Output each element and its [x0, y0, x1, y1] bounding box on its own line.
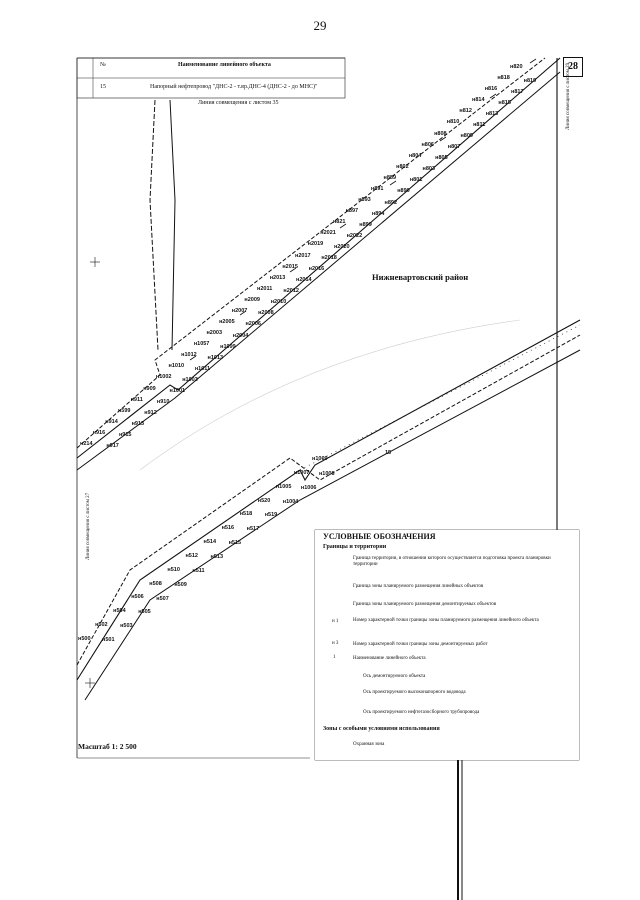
legend-item-territory: Граница территории, в отношении которого осуществляется подготовка проекта планировки территории	[353, 556, 551, 567]
point-label: н2007	[231, 307, 248, 314]
point-label: н517	[246, 526, 260, 533]
point-label: н515	[228, 540, 242, 547]
header-col-no: №	[100, 62, 106, 68]
point-label: н821	[332, 219, 346, 226]
point-label: н814	[472, 97, 485, 104]
point-label: н911	[130, 396, 143, 403]
point-label: н507	[156, 595, 169, 602]
legend-item-linear-zone: Граница зоны планируемого размещения линейных объектов	[353, 584, 484, 589]
point-label: н2016	[308, 266, 325, 273]
point-label: н914	[105, 418, 118, 425]
point-label: н512	[185, 552, 198, 559]
point-label: н1002	[155, 374, 172, 381]
point-label: н2020	[333, 243, 350, 250]
point-label: н803	[422, 166, 435, 173]
point-label: н2013	[269, 274, 286, 281]
point-label: н1008	[318, 470, 335, 477]
point-label: н2018	[321, 254, 337, 261]
point-label: н910	[156, 399, 170, 406]
point-label: н816	[484, 86, 498, 93]
legend-item-pipeline-axis: Ось проектируемого нефтегазосборного трубопровода	[363, 710, 480, 715]
protection-zone-dots	[300, 325, 580, 470]
legend-item-protection-zone: Охранная зона	[353, 742, 385, 747]
point-label: н805	[435, 155, 448, 162]
point-label: н2014	[296, 277, 312, 284]
point-label: н806	[421, 141, 434, 148]
point-label: н811	[473, 121, 486, 128]
point-label: н897	[345, 208, 359, 215]
point-label: н500	[78, 636, 91, 642]
point-label: н509	[174, 581, 187, 588]
point-label: н2015	[282, 263, 298, 270]
point-label: н909	[143, 385, 156, 392]
point-label: н899	[359, 221, 372, 228]
point-label: н2022	[346, 232, 363, 239]
point-label: н501	[102, 637, 115, 644]
left-side-caption: Линия совмещения с листом 27	[86, 492, 91, 560]
point-label: н807	[447, 144, 461, 151]
legend-item-point-number: Номер характерной точки границы зоны планируемого размещения линейного объекта	[353, 618, 539, 623]
point-label: н892	[384, 199, 398, 206]
point-label: н1007	[293, 469, 310, 476]
point-label: н2012	[283, 288, 299, 295]
point-label: н519	[264, 512, 278, 519]
point-label: н1005	[275, 483, 292, 490]
page-number: 29	[313, 18, 327, 33]
point-label: н1003	[182, 376, 198, 383]
point-label: н804	[408, 152, 422, 159]
point-label: н891	[370, 185, 384, 192]
right-side-caption: Линия совмещения с листом 29	[566, 62, 571, 130]
point-label: н503	[120, 623, 133, 630]
point-label: н2008	[258, 310, 274, 317]
point-label: н511	[192, 567, 205, 574]
spur-line-a	[150, 100, 158, 350]
header-row-name: Напорный нефтепровод "ДНС-2 - т.вр.ДНС-4 (ДНС-2 - до МНС)"	[150, 84, 318, 90]
point-label: н2005	[219, 319, 235, 326]
upper-corridor-line-a	[77, 58, 560, 458]
point-label: н2003	[206, 330, 223, 337]
scale-label: Масштаб 1: 2 500	[78, 742, 137, 751]
point-label: н2017	[295, 252, 311, 259]
point-label: н214	[80, 441, 93, 447]
point-label: н801	[409, 177, 423, 184]
point-label: н912	[144, 410, 157, 417]
point-label: н2021	[320, 230, 336, 237]
point-label: н1013	[207, 354, 224, 361]
point-label: н2009	[244, 296, 260, 303]
header-col-name: Наименование линейного объекта	[178, 62, 271, 68]
legend-item-dismantle-zone: Граница зоны планируемого размещения демонтируемых объектов	[353, 602, 497, 607]
point-label: н810	[446, 119, 460, 126]
point-label: н2011	[257, 285, 273, 292]
point-label: н915	[118, 432, 132, 439]
legend-title: УСЛОВНЫЕ ОБОЗНАЧЕНИЯ	[323, 532, 436, 541]
legend-item-water-axis: Ось проектируемого высоконапорного водовода	[363, 690, 466, 695]
point-label: н817	[511, 88, 524, 95]
point-label: н2019	[307, 241, 324, 248]
point-label: н502	[95, 622, 108, 629]
legend-circle-marker: 1	[333, 655, 336, 660]
legend-marker-2: н 3	[332, 641, 339, 646]
point-label: н513	[210, 554, 223, 560]
point-label: н514	[203, 539, 217, 546]
legend-item-dismantle-axis: Ось демонтируемого объекта	[363, 674, 426, 679]
point-label: н815	[498, 99, 511, 106]
point-label: н2010	[270, 299, 287, 306]
point-label: н820	[510, 64, 523, 70]
point-label: н508	[149, 580, 162, 587]
header-row-no: 15	[100, 84, 106, 90]
legend-section-zones: Зоны с особыми условиями использования	[323, 726, 440, 732]
point-label: н504	[113, 608, 126, 615]
point-label: н894	[371, 210, 385, 217]
legend-item-dismantle-point: Номер характерной точки границы зоны демонтируемых работ	[353, 642, 488, 647]
point-label: н818	[497, 75, 510, 82]
district-label: Нижневартовский район	[372, 272, 469, 282]
point-label: н1012	[181, 352, 197, 359]
legend-marker-1: н 1	[332, 619, 339, 624]
point-label: н890	[397, 188, 410, 195]
point-label: н1004	[282, 498, 299, 505]
legend	[315, 530, 579, 760]
point-label: н1006	[300, 484, 317, 491]
continuation-top: Линия совмещения с листом 35	[198, 100, 279, 106]
legend-item-object-name: Наименование линейного объекта	[353, 656, 426, 661]
point-label: н1001	[169, 388, 186, 394]
legend-section-boundaries: Границы и территории	[323, 544, 387, 550]
spur-line-b	[170, 100, 175, 350]
point-label: н813	[485, 110, 499, 117]
point-label: н913	[131, 421, 145, 428]
point-label: н893	[358, 197, 371, 204]
point-label: н916	[92, 429, 106, 436]
point-label: н2006	[245, 321, 261, 328]
point-label: н506	[131, 594, 144, 601]
point-label: н819	[523, 77, 537, 84]
point-label: н516	[221, 525, 235, 532]
point-label: н1057	[193, 341, 210, 348]
point-label: н1010	[168, 363, 185, 370]
point-label: н510	[167, 566, 180, 573]
point-label: н518	[239, 511, 253, 518]
point-label: н809	[460, 132, 473, 139]
point-label: н520	[257, 497, 271, 504]
point-label: н505	[138, 609, 151, 616]
point-label: н889	[383, 174, 397, 181]
point-label: н599	[117, 407, 131, 414]
point-label: н917	[106, 443, 119, 450]
point-label: н808	[434, 130, 447, 137]
point-label: н1011	[194, 365, 211, 372]
point-label: н812	[459, 108, 472, 115]
sheet-number-badge: 28	[563, 57, 583, 77]
object-number-label: 15	[385, 450, 392, 456]
point-label: н802	[396, 163, 409, 170]
point-label: н2004	[232, 332, 249, 339]
point-label: н1009	[312, 456, 328, 462]
point-label: н1099	[220, 343, 236, 350]
